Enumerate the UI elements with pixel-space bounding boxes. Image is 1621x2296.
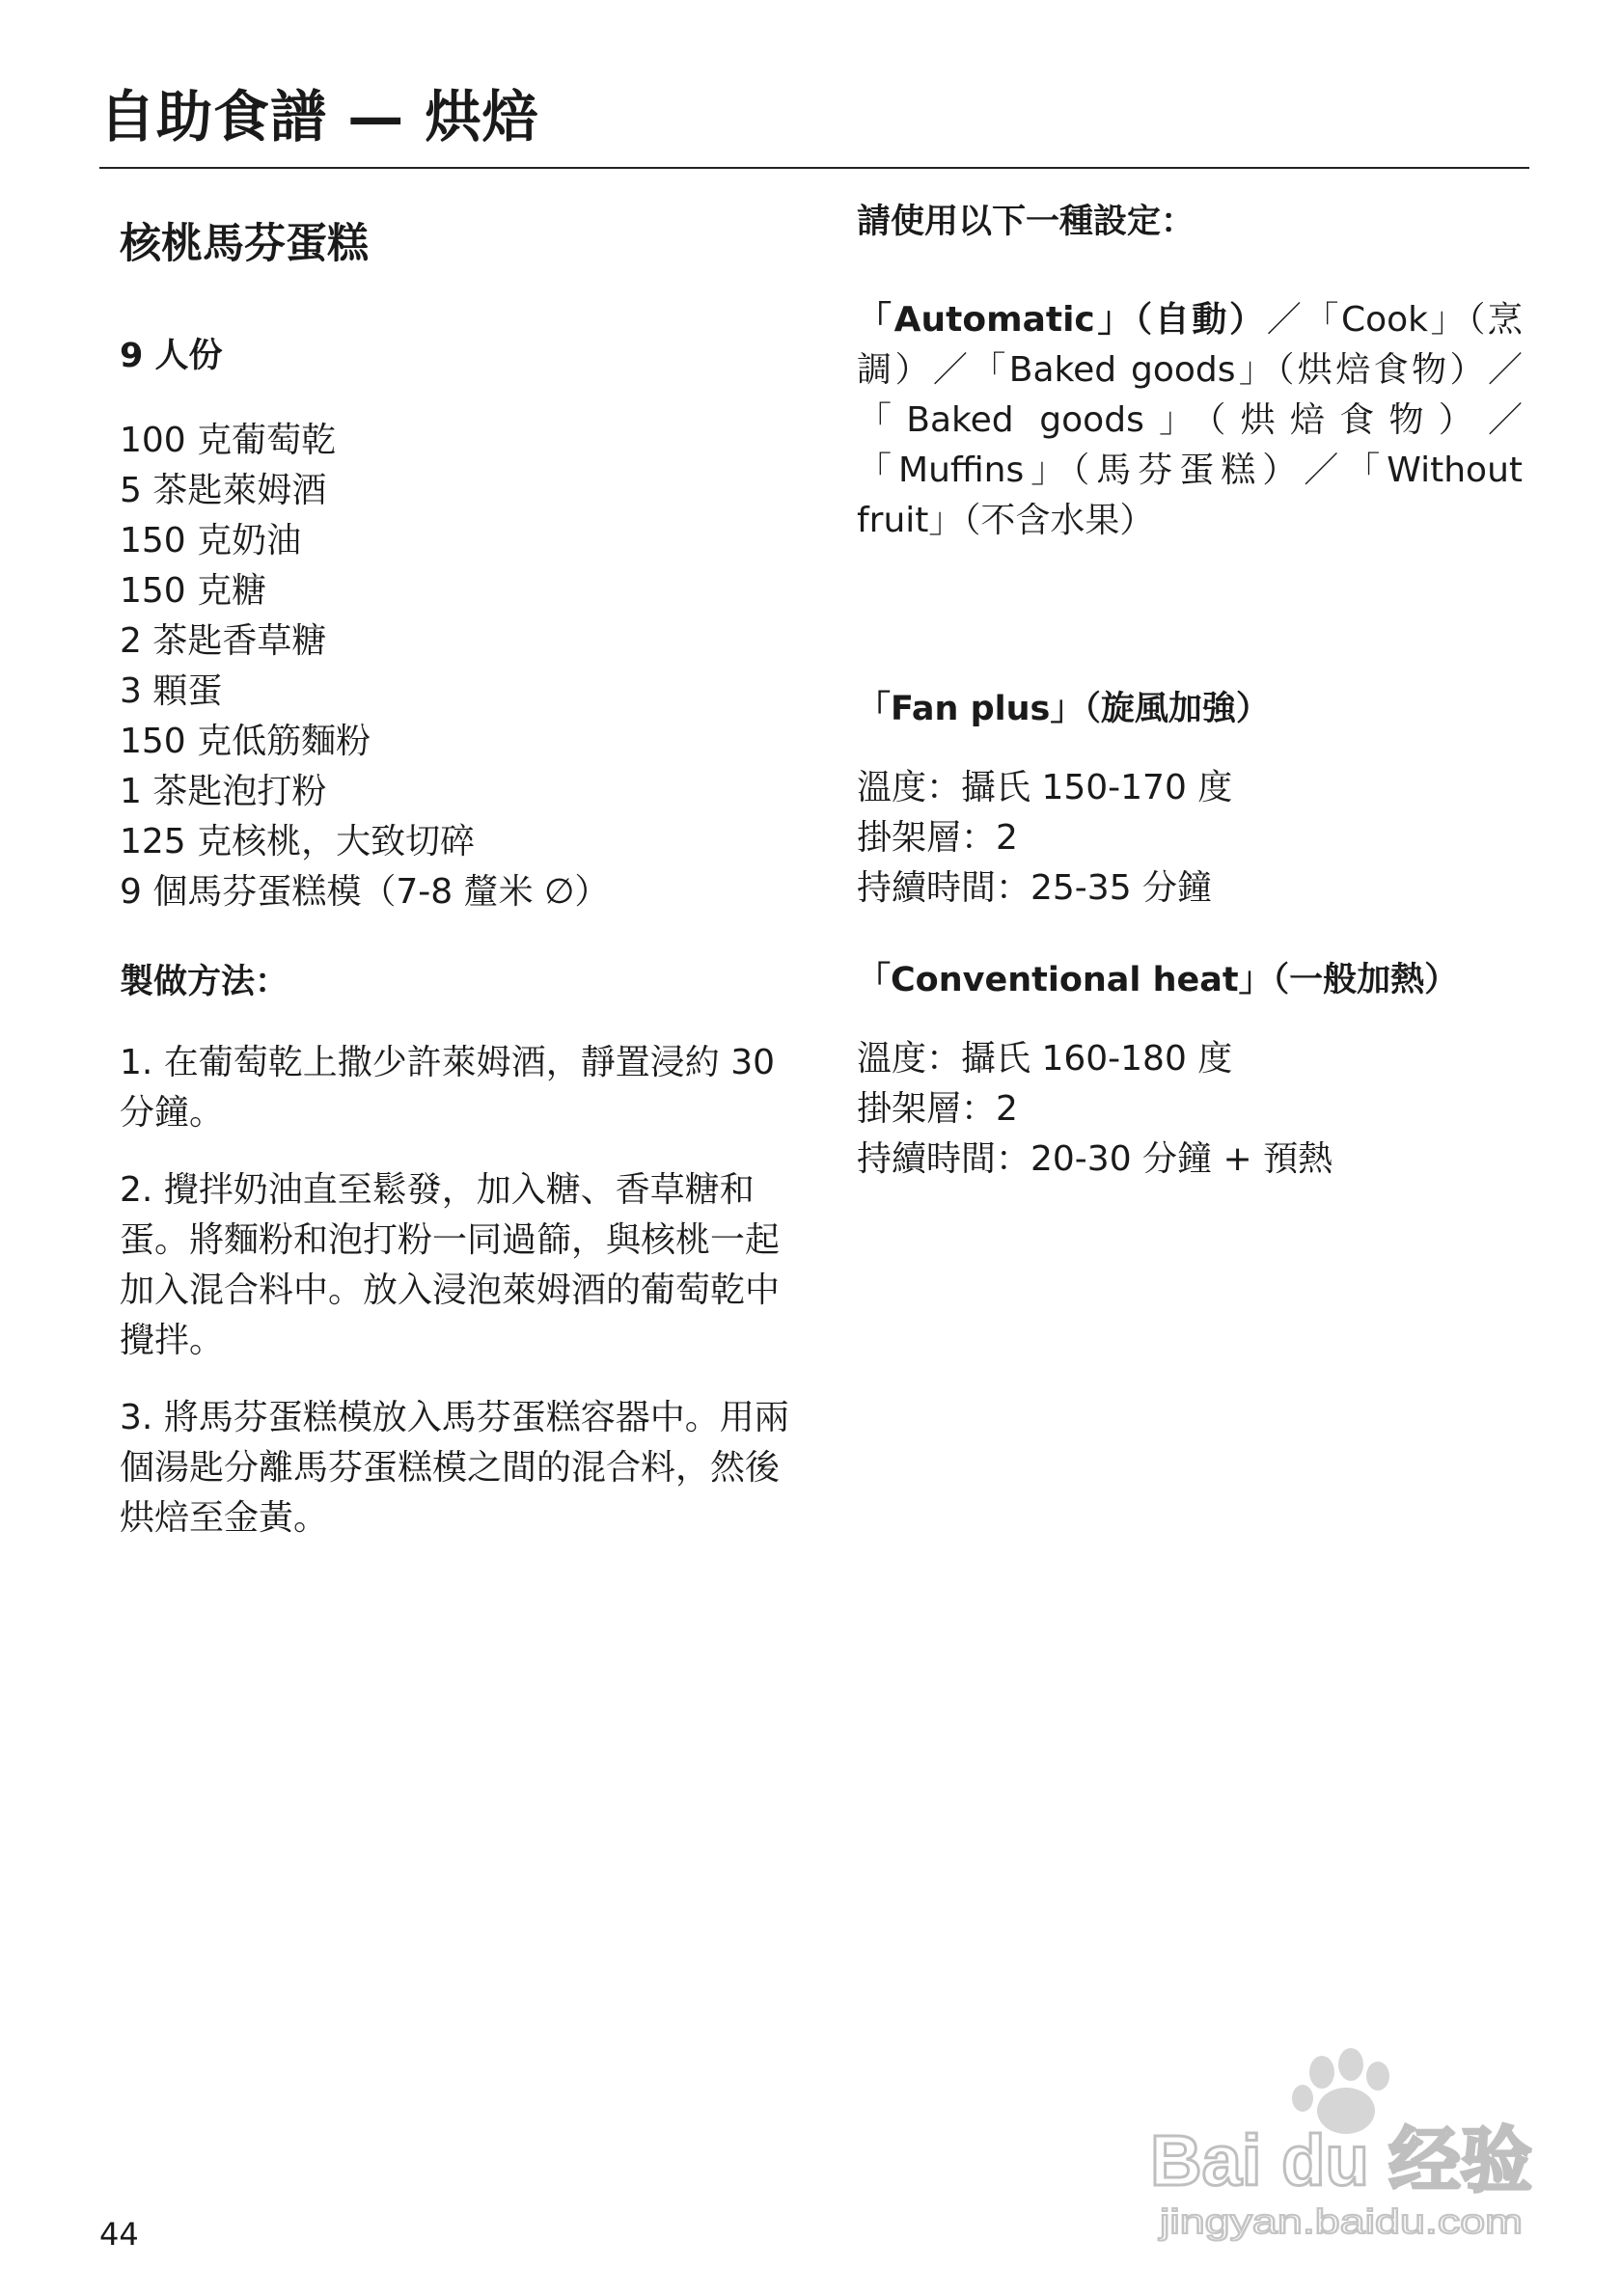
- ingredient-item: 1 茶匙泡打粉: [120, 772, 327, 811]
- page-header: 自助食譜 — 烘焙: [99, 84, 539, 150]
- settings-column: [857, 198, 1523, 1185]
- header-divider: [99, 167, 1529, 169]
- ingredient-item: 150 克糖: [120, 571, 267, 611]
- ingredient-item: 125 克核桃，大致切碎: [120, 822, 476, 861]
- recipe-column: [120, 212, 795, 1544]
- watermark-brand: Bai du 经验: [1150, 2120, 1532, 2200]
- ingredient-item: 2 茶匙香草糖: [120, 621, 327, 661]
- servings: 9 人份: [120, 337, 223, 375]
- method-step-3: 3. 將馬芬蛋糕模放入馬芬蛋糕容器中。用兩個湯匙分離馬芬蛋糕模之間的混合料，然後烘焙至金黃。: [120, 1398, 789, 1538]
- fan-plus-shelf: 掛架層：2: [857, 818, 1018, 858]
- ingredient-item: 150 克奶油: [120, 521, 302, 560]
- conventional-heat-heading: 「Conventional heat」（一般加熱）: [857, 961, 1459, 999]
- ingredient-item: 9 個馬芬蛋糕模（7-8 釐米 ∅）: [120, 872, 610, 912]
- conventional-heat-details: [857, 1034, 1523, 1185]
- ingredient-item: 150 克低筋麵粉: [120, 722, 371, 761]
- method-heading: 製做方法：: [120, 963, 289, 1001]
- conventional-shelf: 掛架層：2: [857, 1089, 1018, 1129]
- ingredient-item: 100 克葡萄乾: [120, 421, 337, 460]
- ingredient-item: 5 茶匙萊姆酒: [120, 471, 327, 510]
- watermark-url: jingyan.baidu.com: [1158, 2201, 1523, 2241]
- page-number: 44: [99, 2216, 139, 2253]
- automatic-program-path: [857, 295, 1523, 546]
- ingredient-list: [120, 416, 795, 917]
- method-step-1: 1. 在葡萄乾上撒少許萊姆酒，靜置浸約 30 分鐘。: [120, 1043, 776, 1133]
- fan-plus-details: [857, 763, 1523, 914]
- ingredient-item: 3 顆蛋: [120, 671, 223, 711]
- fan-plus-duration: 持續時間：25-35 分鐘: [857, 868, 1213, 908]
- automatic-path-text: ／「Cook」（烹調）／「Baked goods」（烘焙食物）／「Baked goods」（烘焙食物）／「Muffins」（馬芬蛋糕）／「Without fruit」（不含水果）: [857, 300, 1523, 540]
- conventional-duration: 持續時間：20-30 分鐘 + 預熱: [857, 1139, 1333, 1179]
- automatic-label: 「Automatic」（自動）: [857, 300, 1267, 340]
- recipe-title: 核桃馬芬蛋糕: [120, 220, 369, 268]
- conventional-temperature: 溫度：攝氏 160-180 度: [857, 1039, 1233, 1079]
- fan-plus-temperature: 溫度：攝氏 150-170 度: [857, 768, 1233, 807]
- settings-heading: 請使用以下一種設定：: [857, 203, 1195, 241]
- method-step-2: 2. 攪拌奶油直至鬆發，加入糖、香草糖和蛋。將麵粉和泡打粉一同過篩，與核桃一起加入混合料中。放入浸泡萊姆酒的葡萄乾中攪拌。: [120, 1170, 781, 1360]
- baidu-watermark: [1148, 2045, 1534, 2248]
- fan-plus-heading: 「Fan plus」（旋風加強）: [857, 690, 1270, 728]
